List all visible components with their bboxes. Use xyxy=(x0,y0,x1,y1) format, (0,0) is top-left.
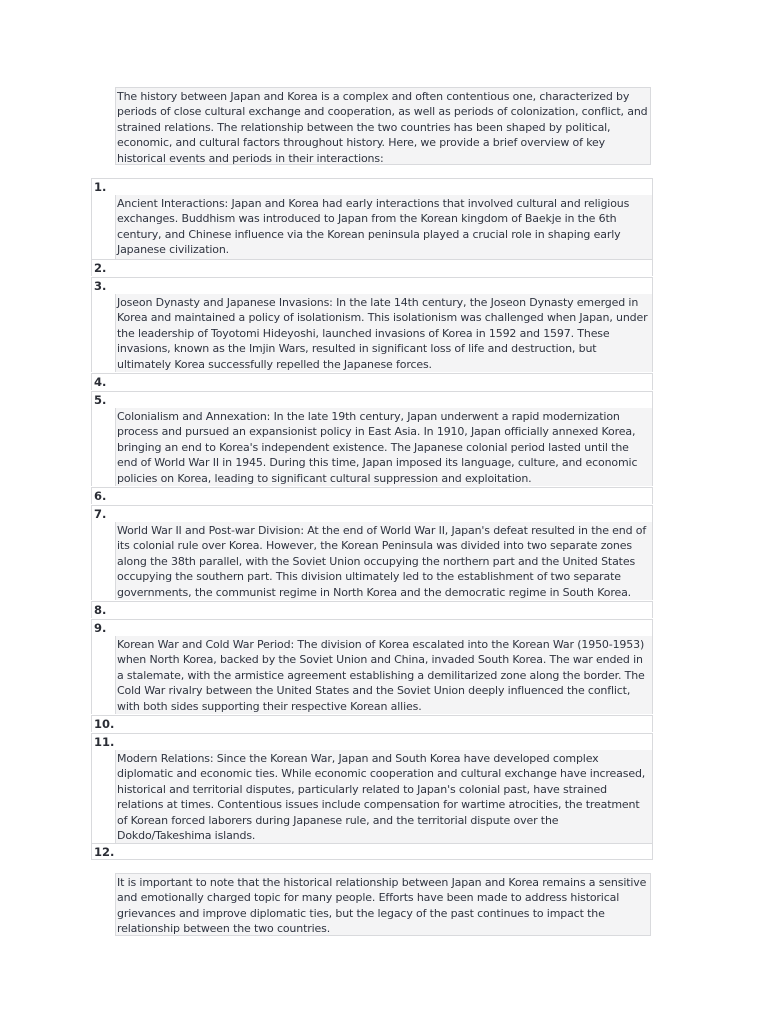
list-item-wwii-division: World War II and Post-war Division: At the end of World War II, Japan's defeat resulted in the end of its colonial rule over Korea. However, the Korean Peninsula was divided into two separate zones along the 38th parallel, with the Soviet Union occupying the northern part and the United States occupying the southern part. This division ultimately led to the establishment of two separate governments, the communist regime in North Korea and the democratic regime in South Korea. xyxy=(115,522,653,600)
list-number: 5. xyxy=(91,391,653,408)
list-item-joseon-dynasty: Joseon Dynasty and Japanese Invasions: In the late 14th century, the Joseon Dynasty emerged in Korea and maintained a policy of isolationism. This isolationism was challenged when Japan, under the leadership of Toyotomi Hideyoshi, launched invasions of Korea in 1592 and 1597. These invasions, known as the Imjin Wars, resulted in significant loss of life and destruction, but ultimately Korea successfully repelled the Japanese forces. xyxy=(115,294,653,372)
list-number: 12. xyxy=(91,843,653,860)
list-number: 4. xyxy=(91,373,653,390)
conclusion-paragraph: It is important to note that the historical relationship between Japan and Korea remains a sensitive and emotionally charged topic for many people. Efforts have been made to address historical grievances and improve diplomatic ties, but the legacy of the past continues to impact the relationship between the two countries. xyxy=(115,873,651,936)
list-number: 1. xyxy=(91,178,653,195)
list-number: 3. xyxy=(91,277,653,294)
list-item-modern-relations: Modern Relations: Since the Korean War, Japan and South Korea have developed complex diplomatic and economic ties. While economic cooperation and cultural exchange have increased, historical and territorial disputes, particularly related to Japan's colonial past, have strained relations at times. Contentious issues include compensation for wartime atrocities, the treatment of Korean forced laborers during Japanese rule, and the territorial dispute over the Dokdo/Takeshima islands. xyxy=(115,750,653,843)
list-number: 11. xyxy=(91,733,653,750)
list-item-ancient-interactions: Ancient Interactions: Japan and Korea had early interactions that involved cultural and religious exchanges. Buddhism was introduced to Japan from the Korean kingdom of Baekje in the 6th century, and Chinese influence via the Korean peninsula played a crucial role in shaping early Japanese civilization. xyxy=(115,195,653,259)
intro-paragraph: The history between Japan and Korea is a complex and often contentious one, characterized by periods of close cultural exchange and cooperation, as well as periods of colonization, conflict, and strained relations. The relationship between the two countries has been shaped by political, economic, and cultural factors throughout history. Here, we provide a brief overview of key historical events and periods in their interactions: xyxy=(115,87,651,165)
list-item-korean-war: Korean War and Cold War Period: The division of Korea escalated into the Korean War (1950-1953) when North Korea, backed by the Soviet Union and China, invaded South Korea. The war ended in a stalemate, with the armistice agreement establishing a demilitarized zone along the border. The Cold War rivalry between the United States and the Soviet Union deeply influenced the conflict, with both sides supporting their respective Korean allies. xyxy=(115,636,653,714)
list-number: 6. xyxy=(91,487,653,504)
list-number: 2. xyxy=(91,259,653,276)
list-item-colonialism: Colonialism and Annexation: In the late 19th century, Japan underwent a rapid modernization process and pursued an expansionist policy in East Asia. In 1910, Japan officially annexed Korea, bringing an end to Korea's independent existence. The Japanese colonial period lasted until the end of World War II in 1945. During this time, Japan imposed its language, culture, and economic policies on Korea, leading to significant cultural suppression and exploitation. xyxy=(115,408,653,486)
list-number: 9. xyxy=(91,619,653,636)
list-number: 10. xyxy=(91,715,653,732)
list-number: 8. xyxy=(91,601,653,618)
list-number: 7. xyxy=(91,505,653,522)
